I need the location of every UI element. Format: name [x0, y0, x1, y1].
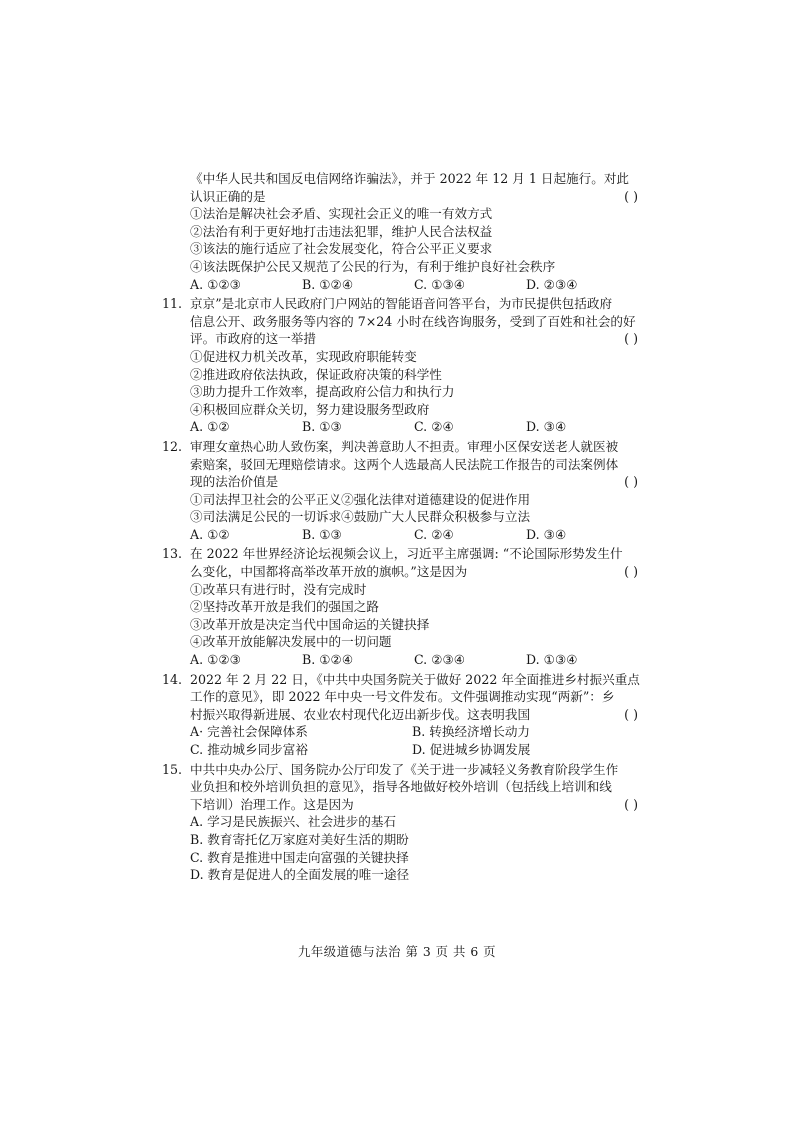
question-stem-line	[162, 761, 638, 779]
option-b: B. 转换经济增长动力	[412, 724, 531, 740]
question-15	[162, 761, 638, 884]
question-stem-text: 村振兴取得新进展、农业农村现代化迈出新步伐。这表明我国	[190, 706, 531, 722]
option-d: D. ①③④	[526, 652, 578, 668]
question-stem-line: 工作的意见》，即 2022 年中央一号文件发布。文件强调推动实现“两新”：乡	[190, 689, 615, 705]
option-d: D. ③④	[526, 419, 567, 435]
option-a: A. ①②③	[190, 652, 241, 668]
answer-options-row	[168, 723, 638, 741]
question-stem-text: 下培训）治理工作。这是因为	[190, 796, 354, 812]
question-stem-text: 2022 年 2 月 22 日，《中共中央国务院关于做好 2022 年全面推进乡村振兴重点	[190, 671, 640, 687]
question-stem-line: 索赔案，驳回无理赔偿请求。这两个人选最高人民法院工作报告的司法案例体	[190, 456, 619, 472]
question-stem-line	[162, 438, 638, 456]
question-number: 11.	[162, 296, 183, 312]
option-c: C. ①③④	[414, 276, 466, 292]
option-d: D. 教育是促进人的全面发展的唯一途径	[190, 867, 410, 883]
question-12	[162, 438, 638, 544]
question-stem-line	[168, 796, 638, 814]
statement-item: ②推进政府依法执政，保证政府决策的科学性	[190, 366, 442, 382]
question-number: 14.	[162, 671, 183, 687]
option-b: B. ①②④	[302, 276, 354, 292]
question-stem-text: 审理女童热心助人致伤案，判决善意助人不担责。审理小区保安送老人就医被	[190, 438, 619, 454]
question-number: 13.	[162, 546, 183, 562]
statement-item: ①司法捍卫社会的公平正义②强化法律对道德建设的促进作用	[190, 491, 531, 507]
option-a: A. ①②	[190, 419, 230, 435]
question-stem-line	[162, 671, 640, 689]
question-10	[168, 170, 638, 293]
option-d: D. 促进城乡协调发展	[412, 742, 531, 757]
statement-item: ①促进权力机关改革，实现政府职能转变	[190, 348, 417, 364]
question-stem-line	[162, 295, 638, 313]
option-b: B. ①③	[302, 526, 342, 542]
option-c: C. ②④	[414, 526, 454, 542]
question-stem-text: 么变化，中国都将高举改革开放的旗帜。”这是因为	[190, 564, 468, 580]
statement-item: ③改革开放是决定当代中国命运的关键抉择	[190, 616, 430, 632]
question-stem-text: 评。市政府的这一举措	[190, 331, 316, 347]
option-c: C. 教育是推进中国走向富强的关键抉择	[190, 849, 409, 865]
statement-item: ③助力提升工作效率，提高政府公信力和执行力	[190, 384, 455, 400]
option-d: D. ③④	[526, 526, 567, 542]
option-b: B. 教育寄托亿万家庭对美好生活的期盼	[190, 831, 409, 847]
option-b: B. ①③	[302, 419, 342, 435]
option-a: A. ①②③	[190, 276, 241, 292]
question-stem-line: 信息公开、政务服务等内容的 7×24 小时在线咨询服务，受到了百姓和社会的好	[190, 313, 636, 329]
statement-item: ④该法既保护公民又规范了公民的行为，有利于维护良好社会秩序	[190, 258, 556, 274]
answer-options	[168, 651, 638, 669]
question-stem-line	[168, 473, 638, 491]
answer-parentheses: ( )	[624, 796, 638, 812]
question-stem-line	[168, 188, 638, 206]
option-c: C. 推动城乡同步富裕	[190, 742, 308, 757]
question-stem-line: 业负担和校外培训负担的意见》，指导各地做好校外培训（包括线上培训和线	[190, 779, 612, 795]
answer-options	[168, 526, 638, 544]
answer-options-row	[168, 741, 638, 759]
statement-item: ③司法满足公民的一切诉求④鼓励广大人民群众积极参与立法	[190, 509, 531, 525]
statement-item: ①改革只有进行时，没有完成时	[190, 581, 367, 597]
statement-item: ②法治有利于更好地打击违法犯罪，维护人民合法权益	[190, 223, 493, 239]
question-stem-text: 在 2022 年世界经济论坛视频会议上，习近平主席强调: “不论国际形势发生什	[190, 546, 623, 562]
option-c: C. ②④	[414, 419, 454, 435]
exam-page	[162, 168, 640, 884]
question-stem-line	[168, 330, 638, 348]
question-stem-line	[162, 545, 638, 563]
question-stem-text: 京京”是北京市人民政府门户网站的智能语音问答平台，为市民提供包括政府	[190, 296, 613, 312]
option-a: A. 学习是民族振兴、社会进步的基石	[190, 814, 397, 830]
statement-item: ①法治是解决社会矛盾、实现社会正义的唯一有效方式	[190, 206, 493, 222]
question-stem-line	[168, 563, 638, 581]
question-stem-text: 中共中央办公厅、国务院办公厅印发了《关于进一步减轻义务教育阶段学生作	[190, 761, 619, 777]
answer-parentheses: ( )	[624, 564, 638, 580]
question-number: 12.	[162, 438, 183, 454]
statement-item: ②坚持改革开放是我们的强国之路	[190, 599, 379, 615]
question-stem-text: 认识正确的是	[190, 188, 266, 204]
answer-parentheses: ( )	[624, 188, 638, 204]
statement-item: ④积极回应群众关切，努力建设服务型政府	[190, 401, 430, 417]
question-14	[162, 671, 640, 759]
answer-options	[168, 276, 638, 294]
question-number: 15.	[162, 761, 183, 777]
option-a: A· 完善社会保障体系	[190, 724, 308, 740]
statement-item: ③该法的施行适应了社会发展变化，符合公平正义要求	[190, 241, 493, 257]
answer-parentheses: ( )	[624, 706, 638, 722]
answer-options	[168, 418, 638, 436]
answer-parentheses: ( )	[624, 474, 638, 490]
statement-item: ④改革开放能解决发展中的一切问题	[190, 634, 392, 650]
option-c: C. ②③④	[414, 652, 466, 668]
question-stem-line	[168, 706, 638, 724]
option-b: B. ①②④	[302, 652, 354, 668]
question-13	[162, 545, 638, 668]
option-a: A. ①②	[190, 526, 230, 542]
question-11	[162, 295, 638, 436]
answer-parentheses: ( )	[624, 331, 638, 347]
question-stem-text: 现的法治价值是	[190, 474, 279, 490]
option-d: D. ②③④	[526, 276, 578, 292]
page-footer: 九年级道德与法治 第 3 页 共 6 页	[297, 944, 497, 959]
question-stem-line: 《中华人民共和国反电信网络诈骗法》，并于 2022 年 12 月 1 日起施行。对此	[190, 171, 630, 186]
